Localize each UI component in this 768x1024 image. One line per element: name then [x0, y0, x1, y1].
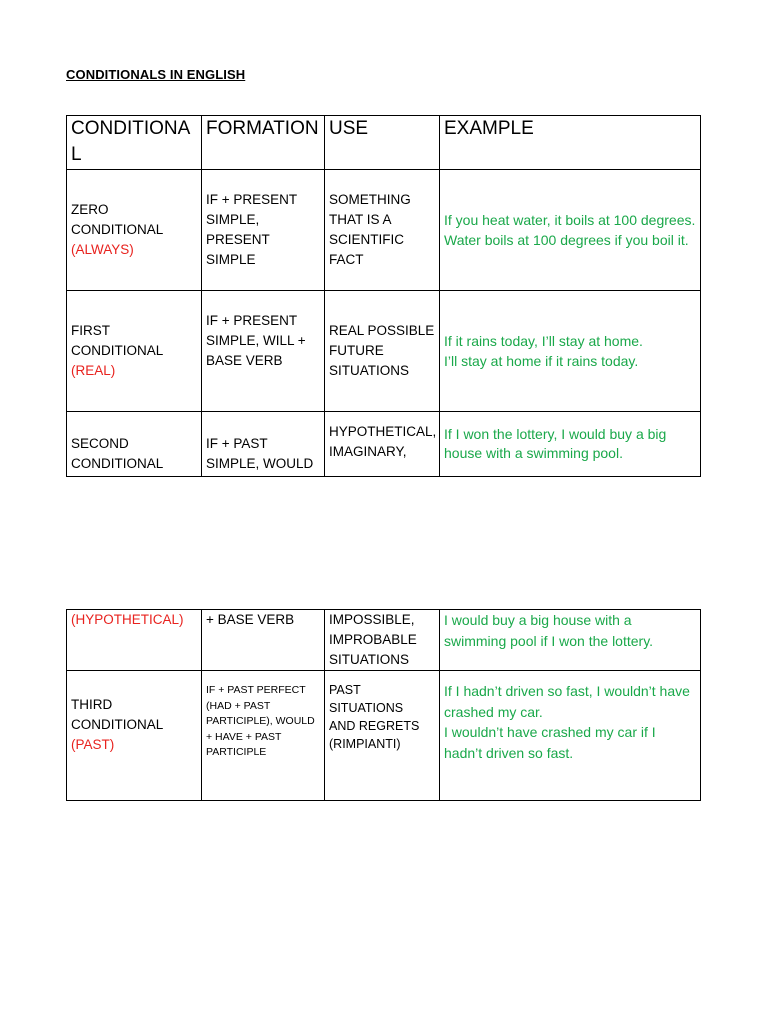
use-line: THAT IS A [329, 212, 392, 227]
conditionals-table-part-1 [66, 115, 701, 477]
table-header-row [67, 116, 701, 170]
third-conditional-cell [67, 671, 202, 801]
formation-line: PRESENT SIMPLE [206, 232, 270, 267]
document-title: CONDITIONALS IN ENGLISH [66, 67, 246, 82]
zero-use-cell [325, 170, 440, 291]
conditional-tag: (HYPOTHETICAL) [71, 612, 184, 627]
first-use-cell [325, 291, 440, 412]
formation-line: IF + PAST [206, 436, 268, 451]
use-line: AND REGRETS [329, 719, 420, 733]
use-line: IMPOSSIBLE, [329, 612, 415, 627]
example-sentence: If it rains today, I’ll stay at home. [444, 332, 643, 349]
conditional-name-line: FIRST [71, 323, 110, 338]
second-use-cell [325, 412, 440, 477]
table-row [67, 412, 701, 477]
example-sentence: I’ll stay at home if it rains today. [444, 353, 639, 369]
second-use-continued-cell [325, 610, 440, 671]
second-example-cell [440, 412, 701, 477]
zero-example-cell [440, 170, 701, 291]
example-sentence: If I hadn’t driven so fast, I wouldn’t have crashed my car. [444, 683, 690, 720]
conditional-tag: (ALWAYS) [71, 242, 134, 257]
conditional-name-line: CONDITIONAL [71, 456, 164, 471]
example-sentence: Water boils at 100 degrees if you boil it. [444, 232, 689, 248]
conditional-name-line: THIRD [71, 697, 113, 712]
header-example: EXAMPLE [440, 116, 701, 170]
second-conditional-cell [67, 412, 202, 477]
conditional-name-line: ZERO [71, 202, 109, 217]
formation-line: (HAD + PAST [206, 699, 271, 712]
first-conditional-cell [67, 291, 202, 412]
conditionals-table-part-2 [66, 609, 701, 801]
use-line: SCIENTIFIC [329, 232, 405, 247]
formation-line: IF + PRESENT [206, 313, 298, 328]
formation-line: SIMPLE, WILL + [206, 333, 306, 348]
formation-line: IF + PRESENT [206, 192, 298, 207]
use-line: PAST SITUATIONS [329, 683, 404, 715]
conditional-name-line: CONDITIONAL [71, 222, 164, 237]
conditional-tag: (REAL) [71, 363, 116, 378]
example-sentence: I would buy a big house with a swimming pool if I won the lottery. [444, 612, 654, 649]
use-line: SOMETHING [329, 192, 411, 207]
use-line: IMPROBABLE [329, 632, 417, 647]
second-formation-continued-cell [202, 610, 325, 671]
example-sentence: I wouldn’t have crashed my car if I hadn’t driven so fast. [444, 724, 656, 761]
table-row [67, 610, 701, 671]
use-line: SITUATIONS [329, 652, 410, 667]
hypothetical-tag-cell [67, 610, 202, 671]
formation-line: SIMPLE, [206, 212, 260, 227]
third-example-cell [440, 671, 701, 801]
formation-line: SIMPLE, WOULD [206, 456, 314, 471]
zero-formation-cell [202, 170, 325, 291]
first-formation-cell [202, 291, 325, 412]
use-line: IMAGINARY, [329, 444, 407, 459]
first-example-cell [440, 291, 701, 412]
conditional-name-line: SECOND [71, 436, 129, 451]
second-example-continued-cell [440, 610, 701, 671]
table-row [67, 170, 701, 291]
formation-line: IF + PAST PERFECT [206, 684, 306, 696]
use-line: FACT [329, 252, 364, 267]
example-sentence: If you heat water, it boils at 100 degrees. [444, 211, 696, 228]
table-row [67, 671, 701, 801]
conditional-name-line: CONDITIONAL [71, 343, 164, 358]
formation-line: PARTICIPLE), WOULD [206, 715, 315, 727]
formation-line: + BASE VERB [206, 612, 295, 627]
table-row [67, 291, 701, 412]
conditional-name-line: CONDITIONAL [71, 717, 164, 732]
use-line: HYPOTHETICAL, [329, 424, 437, 439]
second-formation-cell [202, 412, 325, 477]
use-line: SITUATIONS [329, 363, 410, 378]
third-use-cell [325, 671, 440, 801]
header-use: USE [325, 116, 440, 170]
use-line: (RIMPIANTI) [329, 737, 401, 751]
header-conditional: CONDITIONA L [67, 116, 202, 170]
header-formation: FORMATION [202, 116, 325, 170]
formation-line: BASE VERB [206, 353, 283, 368]
third-formation-cell [202, 671, 325, 801]
example-sentence: If I won the lottery, I would buy a big house with a swimming pool. [444, 426, 667, 461]
zero-conditional-cell [67, 170, 202, 291]
formation-line: + HAVE + PAST [206, 730, 282, 743]
conditional-tag: (PAST) [71, 737, 115, 752]
use-line: REAL POSSIBLE [329, 323, 435, 338]
formation-line: PARTICIPLE [206, 746, 267, 758]
use-line: FUTURE [329, 343, 384, 358]
